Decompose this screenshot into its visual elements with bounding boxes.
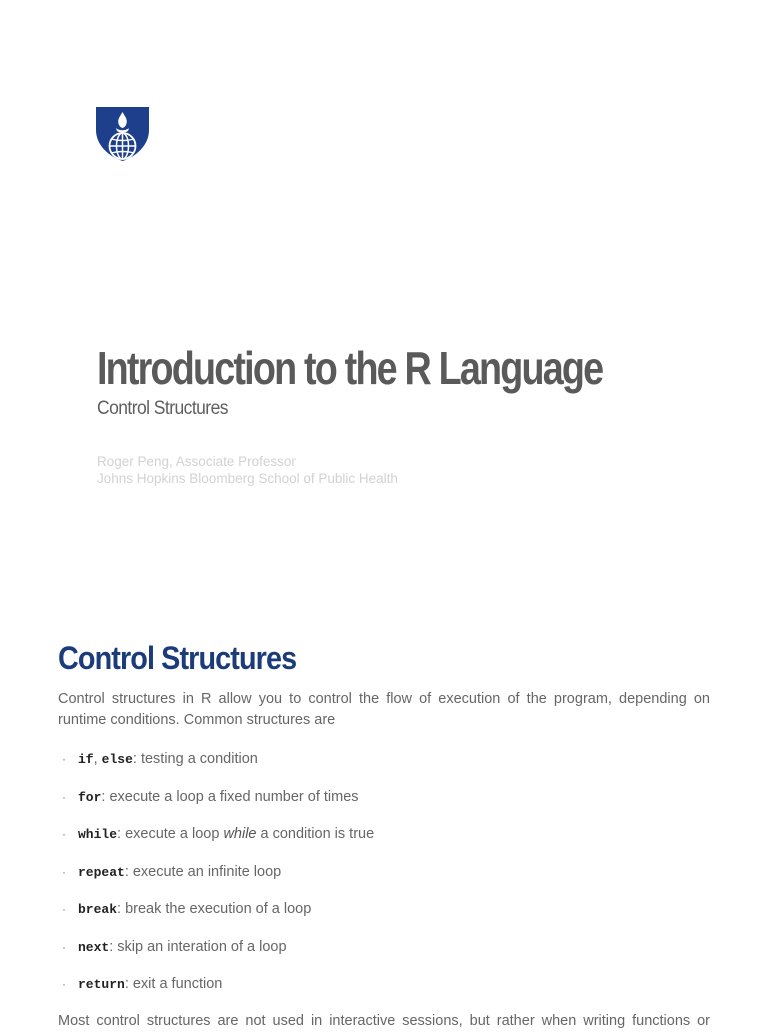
list-item-while: [58, 823, 374, 861]
list-item-break: [58, 898, 374, 936]
keyword-break: break: [78, 902, 118, 917]
bullet-dot: ·: [62, 827, 66, 841]
list-item-desc: : execute a loop a fixed number of times: [101, 788, 359, 805]
separator: ,: [93, 751, 102, 767]
list-item-desc: : testing a condition: [132, 751, 258, 767]
jhu-shield-icon: [95, 106, 150, 162]
keyword-while: while: [78, 827, 118, 842]
intro-line-2: runtime conditions. Common structures are: [58, 712, 336, 728]
list-item-next: [58, 936, 374, 974]
intro-paragraph: [58, 689, 710, 731]
list-item-return: [58, 973, 374, 1011]
keyword-if: if: [78, 752, 94, 767]
bullet-dot: ·: [62, 902, 66, 916]
bullet-dot: ·: [62, 752, 66, 766]
bullet-dot: ·: [62, 977, 66, 991]
list-item-desc: : skip an interation of a loop: [109, 938, 287, 955]
intro-line-1: Control structures in R allow you to control the flow of execution of the program, depending on: [58, 691, 710, 707]
control-structures-list: [58, 748, 374, 1011]
bullet-dot: ·: [62, 939, 66, 954]
list-item-desc-tail: a condition is true: [256, 826, 375, 842]
bullet-dot: ·: [62, 864, 66, 879]
closing-paragraph: Most control structures are not used in interactive sessions, but rather when writing functions or: [58, 1013, 710, 1029]
keyword-return: return: [78, 977, 125, 992]
keyword-else: else: [101, 752, 133, 767]
list-item-desc: : execute an infinite loop: [124, 863, 282, 880]
keyword-for: for: [78, 789, 102, 805]
list-item-repeat: [58, 861, 374, 899]
main-title: Introduction to the R Language: [97, 342, 603, 394]
list-item-desc: : exit a function: [124, 976, 223, 992]
section-title: Control Structures: [58, 640, 297, 676]
list-item-desc: : execute a loop: [117, 826, 224, 842]
emphasis-while: while: [223, 826, 257, 842]
cover-title-block: [97, 340, 713, 422]
author-block: [97, 453, 398, 487]
subtitle: Control Structures: [97, 398, 228, 419]
list-item-desc: : break the execution of a loop: [117, 901, 312, 917]
list-item-for: [58, 786, 374, 824]
author-affiliation: Johns Hopkins Bloomberg School of Public Health: [97, 471, 398, 486]
list-item-if-else: [58, 748, 374, 786]
keyword-next: next: [78, 939, 110, 955]
bullet-dot: ·: [62, 789, 66, 804]
keyword-repeat: repeat: [78, 864, 125, 880]
author-name: Roger Peng, Associate Professor: [97, 454, 296, 469]
